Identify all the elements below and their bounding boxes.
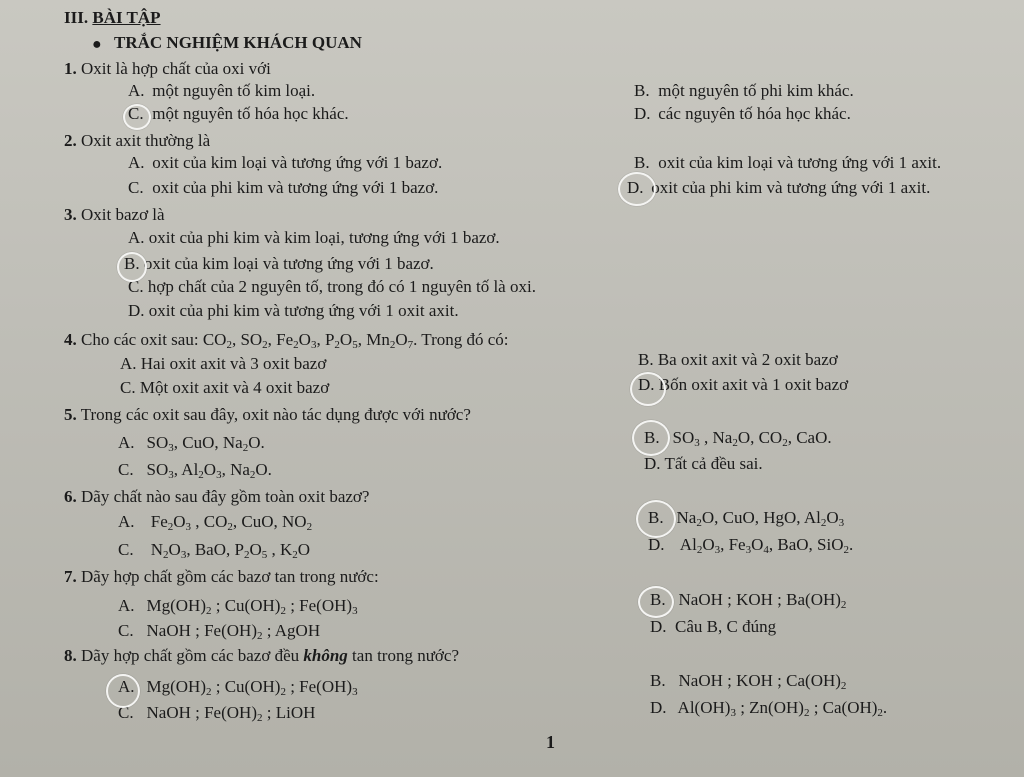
bullet-icon: ● xyxy=(92,36,102,53)
answer-circle-q2 xyxy=(618,172,656,206)
question-4-stem: 4. Cho các oxit sau: $CO_2$, $SO_2$, $Fe_2O_3$, $P_2O_5$, $Mn_2O_7$. Trong đó có: xyxy=(64,330,509,351)
q5-option-a: A. $SO_3$, CuO, $Na_2O$. xyxy=(118,433,265,454)
q7-option-d: D. Câu B, C đúng xyxy=(650,617,777,636)
question-6-stem: 6. Dãy chất nào sau đây gồm toàn oxit bazơ? xyxy=(64,487,370,506)
q3-option-c: C. hợp chất của 2 nguyên tố, trong đó có 1 nguyên tố là oxi. xyxy=(128,277,536,296)
q1-option-c: C. một nguyên tố hóa học khác. xyxy=(128,104,349,123)
q3-option-a: A. oxit của phi kim và kim loại, tương ứng với 1 bazơ. xyxy=(128,228,500,247)
q3-option-d: D. oxit của phi kim và tương ứng với 1 oxit axit. xyxy=(128,301,459,320)
answer-circle-q5 xyxy=(632,420,670,456)
q8-option-b: B. NaOH ; KOH ; $Ca(OH)_2$ xyxy=(650,671,847,692)
q1-option-d: D. các nguyên tố hóa học khác. xyxy=(634,104,851,123)
question-7-stem: 7. Dãy hợp chất gồm các bazơ tan trong nước: xyxy=(64,567,379,586)
q7-option-b: B. NaOH ; KOH ; $Ba(OH)_2$ xyxy=(650,590,847,611)
question-8-stem: 8. Dãy hợp chất gồm các bazơ đều không tan trong nước? xyxy=(64,646,459,665)
q6-option-d: D. $Al_2O_3$, $Fe_3O_4$, BaO, SiO$_2$. xyxy=(648,535,854,556)
q6-option-c: C. $N_2O_3$, BaO, $P_2O_5$ , $K_2O$ xyxy=(118,540,311,561)
q5-option-b: B. $SO_3$ , $Na_2O$, $CO_2$, CaO. xyxy=(644,428,832,449)
q6-option-b: B. $Na_2O$, CuO, HgO, $Al_2O_3$ xyxy=(648,508,845,529)
question-2-stem: 2. Oxit axit thường là xyxy=(64,131,211,150)
q1-option-b: B. một nguyên tố phi kim khác. xyxy=(634,81,854,100)
section-title: BÀI TẬP xyxy=(92,8,161,27)
q4-option-a: A. Hai oxit axit và 3 oxit bazơ xyxy=(120,354,327,373)
section-heading xyxy=(64,8,161,28)
subsection-heading: TRẮC NGHIỆM KHÁCH QUAN xyxy=(114,33,362,52)
answer-circle-q6 xyxy=(636,500,676,538)
answer-circle-q3 xyxy=(117,252,147,282)
answer-circle-q8 xyxy=(106,674,140,708)
q5-option-c: C. $SO_3$, $Al_2O_3$, $Na_2O$. xyxy=(118,460,272,481)
q3-option-b: B. oxit của kim loại và tương ứng với 1 bazơ. xyxy=(124,254,434,273)
q2-option-b: B. oxit của kim loại và tương ứng với 1 axit. xyxy=(634,153,942,172)
question-3-stem: 3. Oxit bazơ là xyxy=(64,205,165,224)
q7-option-c: C. NaOH ; $Fe(OH)_2$ ; AgOH xyxy=(118,621,321,642)
q7-option-a: A. $Mg(OH)_2$ ; $Cu(OH)_2$ ; $Fe(OH)_3$ xyxy=(118,596,358,617)
q6-option-a: A. $Fe_2O_3$ , $CO_2$, CuO, $NO_2$ xyxy=(118,512,313,533)
q2-option-a: A. oxit của kim loại và tương ứng với 1 bazơ. xyxy=(128,153,443,172)
q2-option-d: D. oxit của phi kim và tương ứng với 1 axit. xyxy=(627,178,931,197)
q8-option-c: C. NaOH ; $Fe(OH)_2$ ; LiOH xyxy=(118,703,316,724)
section-roman: III. xyxy=(64,8,89,27)
q2-option-c: C. oxit của phi kim và tương ứng với 1 bazơ. xyxy=(128,178,439,197)
q8-option-d: D. $Al(OH)_3$ ; $Zn(OH)_2$ ; $Ca(OH)_2$. xyxy=(650,698,888,719)
q4-option-c: C. Một oxit axit và 4 oxit bazơ xyxy=(120,378,330,397)
q4-option-b: B. Ba oxit axit và 2 oxit bazơ xyxy=(638,350,838,369)
page-number: 1 xyxy=(546,732,555,752)
q8-option-a: A. $Mg(OH)_2$ ; $Cu(OH)_2$ ; $Fe(OH)_3$ xyxy=(118,677,358,698)
question-1-stem: 1. Oxit là hợp chất của oxi với xyxy=(64,59,271,78)
q4-option-d: D. Bốn oxit axit và 1 oxit bazơ xyxy=(638,375,849,394)
answer-circle-q1 xyxy=(123,104,151,130)
answer-circle-q4 xyxy=(630,372,666,406)
q1-option-a: A. một nguyên tố kim loại. xyxy=(128,81,316,100)
question-5-stem: 5. Trong các oxit sau đây, oxit nào tác dụng được với nước? xyxy=(64,405,471,424)
q5-option-d: D. Tất cả đều sai. xyxy=(644,454,763,473)
answer-circle-q7 xyxy=(638,586,674,618)
